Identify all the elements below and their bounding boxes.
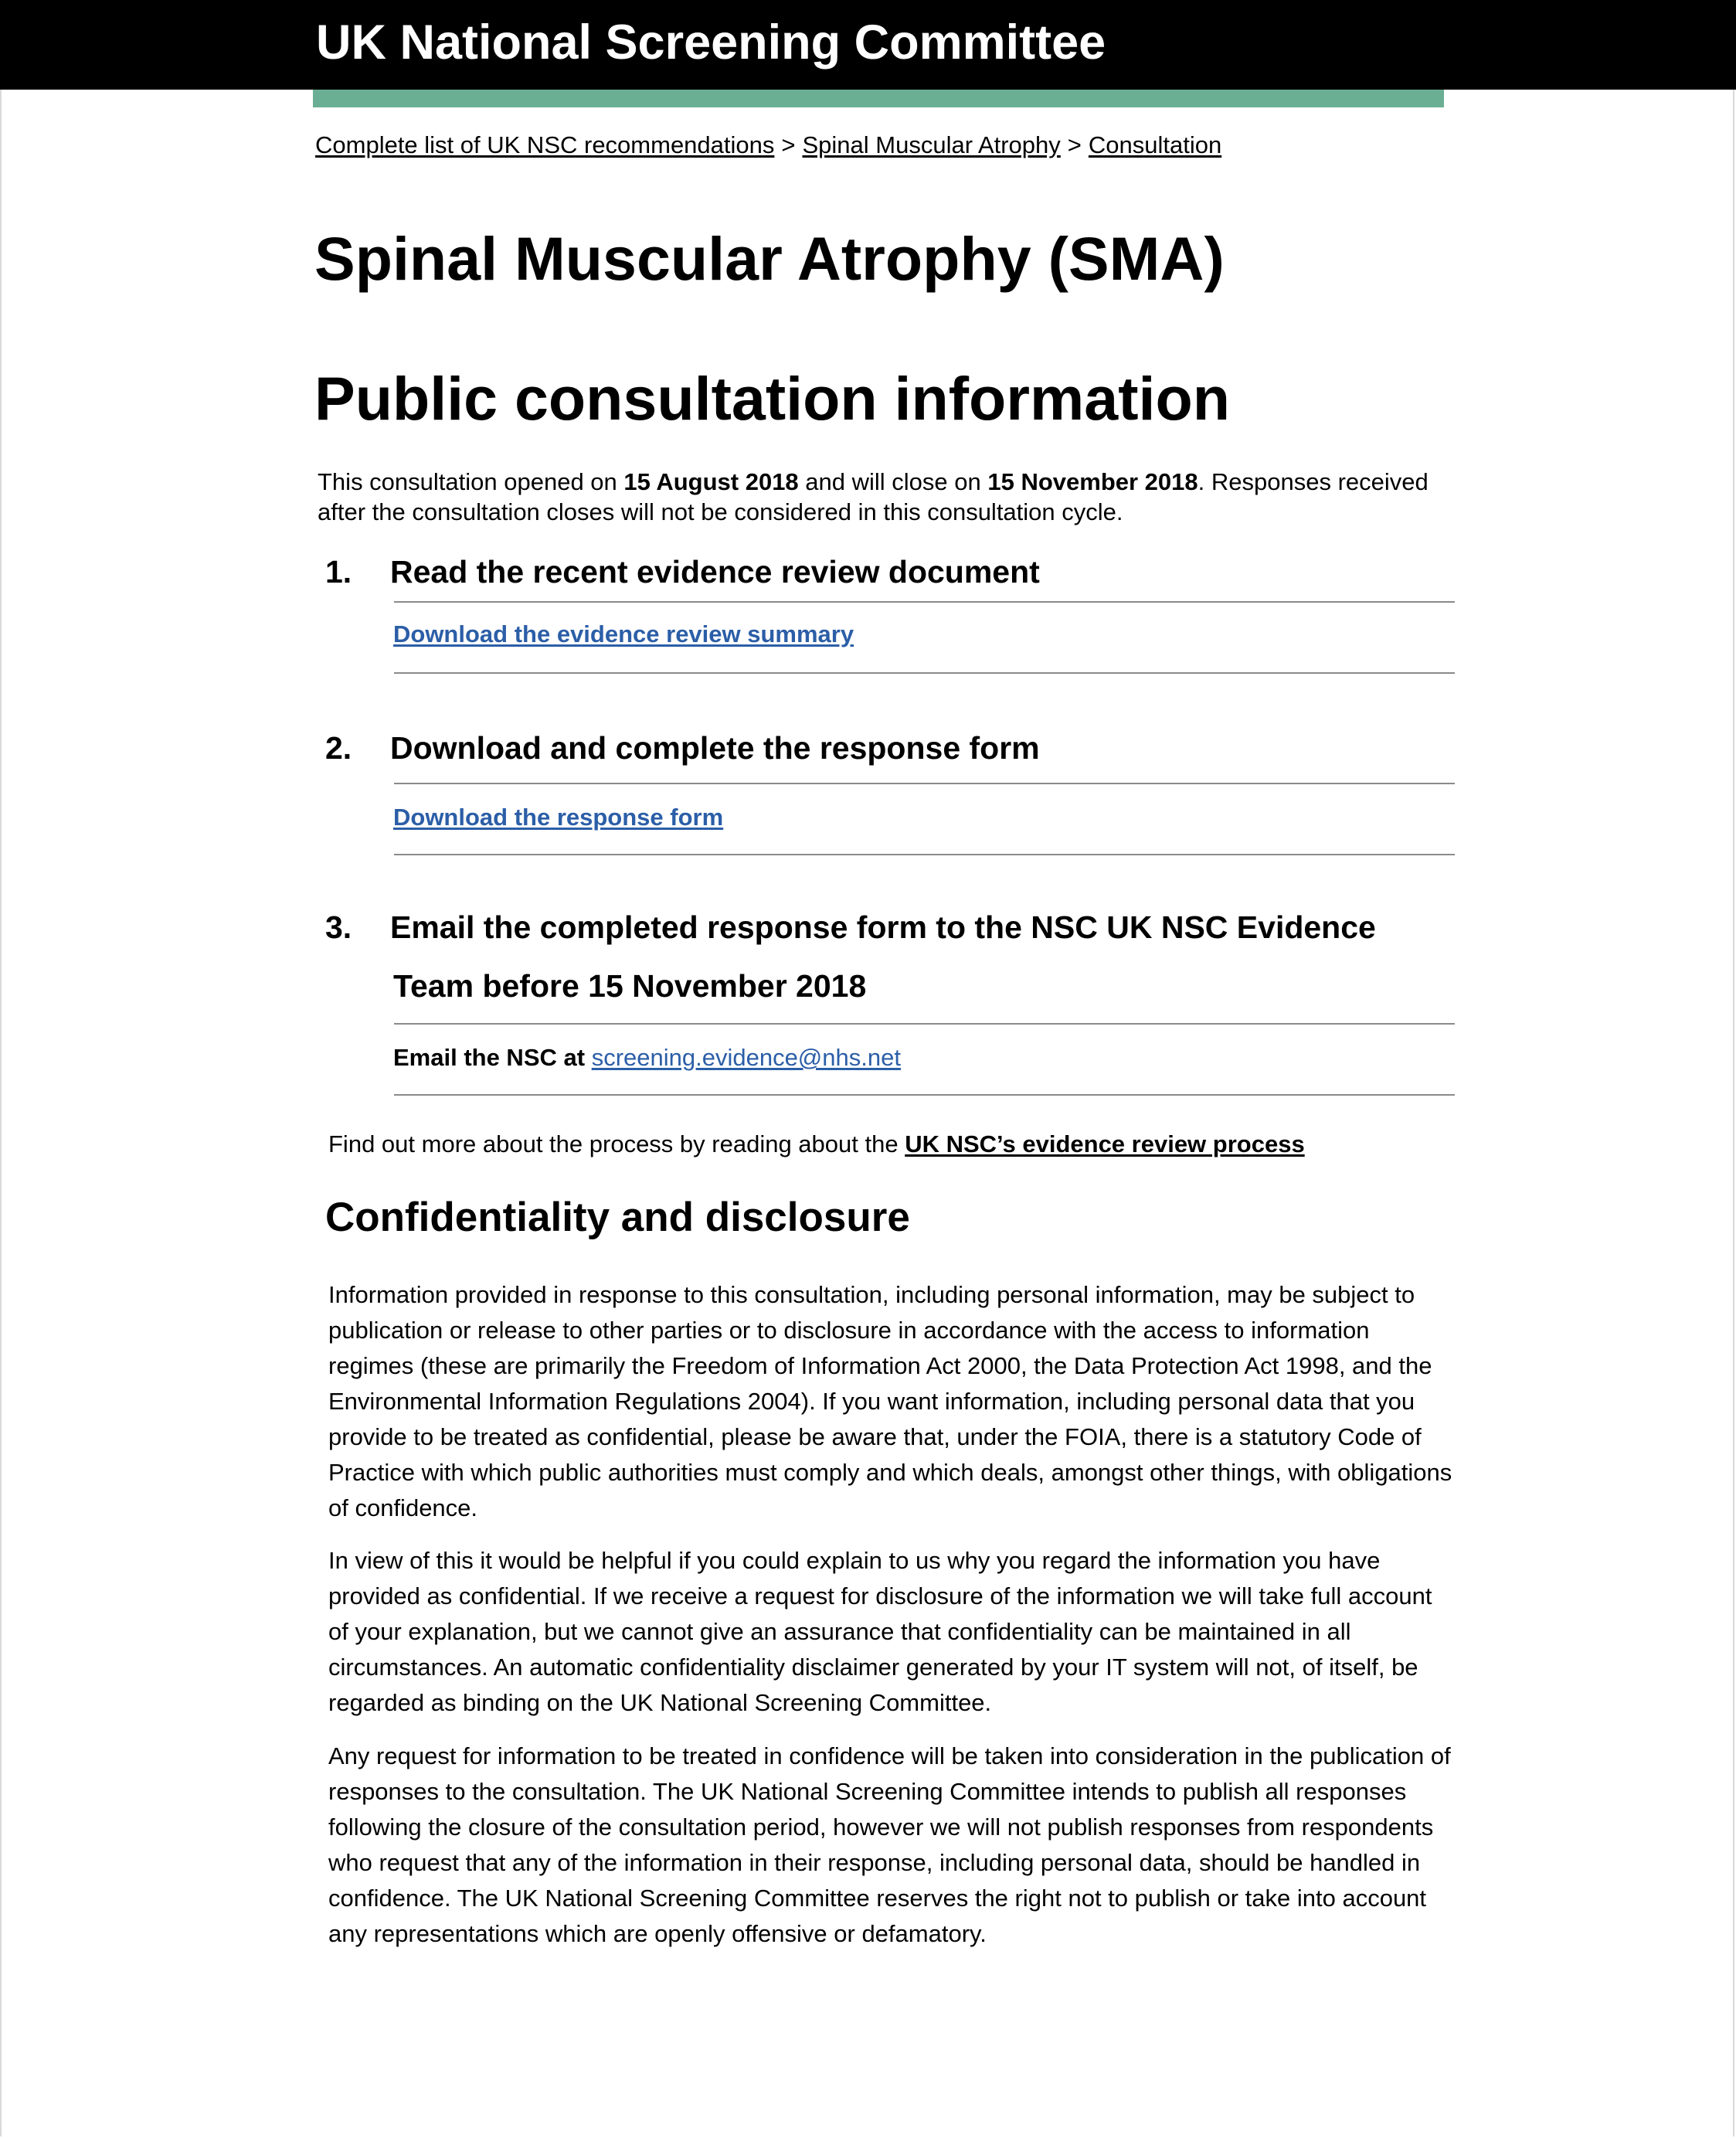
intro-text: This consultation opened on <box>318 468 624 495</box>
divider <box>394 672 1455 674</box>
site-header <box>0 0 1736 90</box>
intro-text: . Responses received after the consultation closes will not be considered in this consultation cycle. <box>318 468 1429 525</box>
breadcrumb-link-sma[interactable]: Spinal Muscular Atrophy <box>802 131 1061 158</box>
confidentiality-paragraph: Any request for information to be treated in confidence will be taken into consideration in the publication of responses to the consultation. The UK National Screening Committee intends to publish all responses following the closure of the consultation period, however we will not publish responses from respondents who request that any of the information in their response, including personal data, should be handled in confidence. The UK National Screening Committee reserves the right not to publish or take into account any representations which are openly offensive or defamatory. <box>328 1742 1451 1947</box>
download-response-form-link[interactable]: Download the response form <box>393 804 724 831</box>
breadcrumb-link-recommendations[interactable]: Complete list of UK NSC recommendations <box>315 131 775 158</box>
email-instruction <box>393 1042 901 1073</box>
evidence-review-process-link[interactable]: UK NSC’s evidence review process <box>905 1130 1305 1157</box>
breadcrumb-link-consultation[interactable]: Consultation <box>1088 131 1222 158</box>
email-link[interactable]: screening.evidence@nhs.net <box>591 1044 901 1071</box>
site-title: UK National Screening Committee <box>316 15 1106 70</box>
consultation-intro <box>318 467 1430 527</box>
process-info <box>328 1129 1305 1160</box>
step-1-heading: Read the recent evidence review document <box>390 554 1040 590</box>
intro-text: and will close on <box>798 468 988 495</box>
confidentiality-heading: Confidentiality and disclosure <box>325 1195 910 1240</box>
page-title: Spinal Muscular Atrophy (SMA) <box>314 224 1225 293</box>
divider <box>394 854 1455 855</box>
breadcrumb-separator: > <box>781 131 796 158</box>
step-3-heading-line1: Email the completed response form to the NSC UK NSC Evidence <box>390 909 1376 945</box>
divider <box>394 783 1455 784</box>
confidentiality-paragraph: In view of this it would be helpful if you could explain to us why you regard the information you have provided as confidential. If we receive a request for disclosure of the information we will take full account of your explanation, but we cannot give an assurance that confidentiality can be maintained in all circumstances. An automatic confidentiality disclaimer generated by your IT system will not, of itself, be regarded as binding on the UK National Screening Committee. <box>328 1547 1432 1716</box>
confidentiality-paragraph: Information provided in response to this consultation, including personal information, may be subject to publication or release to other parties or to disclosure in accordance with the access to information regimes (these are primarily the Freedom of Information Act 2000, the Data Protection Act 1998, and the Environmental Information Regulations 2004). If you want information, including personal data that you provide to be treated as confidential, please be aware that, under the FOIA, there is a statutory Code of Practice with which public authorities must comply and which deals, amongst other things, with obligations of confidence. <box>328 1281 1452 1521</box>
divider <box>394 601 1455 603</box>
step-3-heading-line2: Team before 15 November 2018 <box>393 968 867 1004</box>
divider <box>394 1023 1455 1025</box>
divider <box>394 1094 1455 1096</box>
open-date: 15 August 2018 <box>623 468 799 495</box>
download-evidence-review-link[interactable]: Download the evidence review summary <box>393 620 854 648</box>
step-2-heading: Download and complete the response form <box>390 730 1040 766</box>
email-prefix: Email the NSC at <box>393 1044 592 1071</box>
breadcrumb <box>315 130 1221 161</box>
step-1-number: 1. <box>325 554 352 590</box>
header-accent-bar <box>313 90 1444 107</box>
step-2-number: 2. <box>325 730 352 766</box>
close-date: 15 November 2018 <box>987 468 1198 495</box>
process-info-text: Find out more about the process by reading about the <box>328 1130 905 1157</box>
breadcrumb-separator: > <box>1067 131 1082 158</box>
page-subtitle: Public consultation information <box>314 364 1230 433</box>
step-3-number: 3. <box>325 909 352 945</box>
